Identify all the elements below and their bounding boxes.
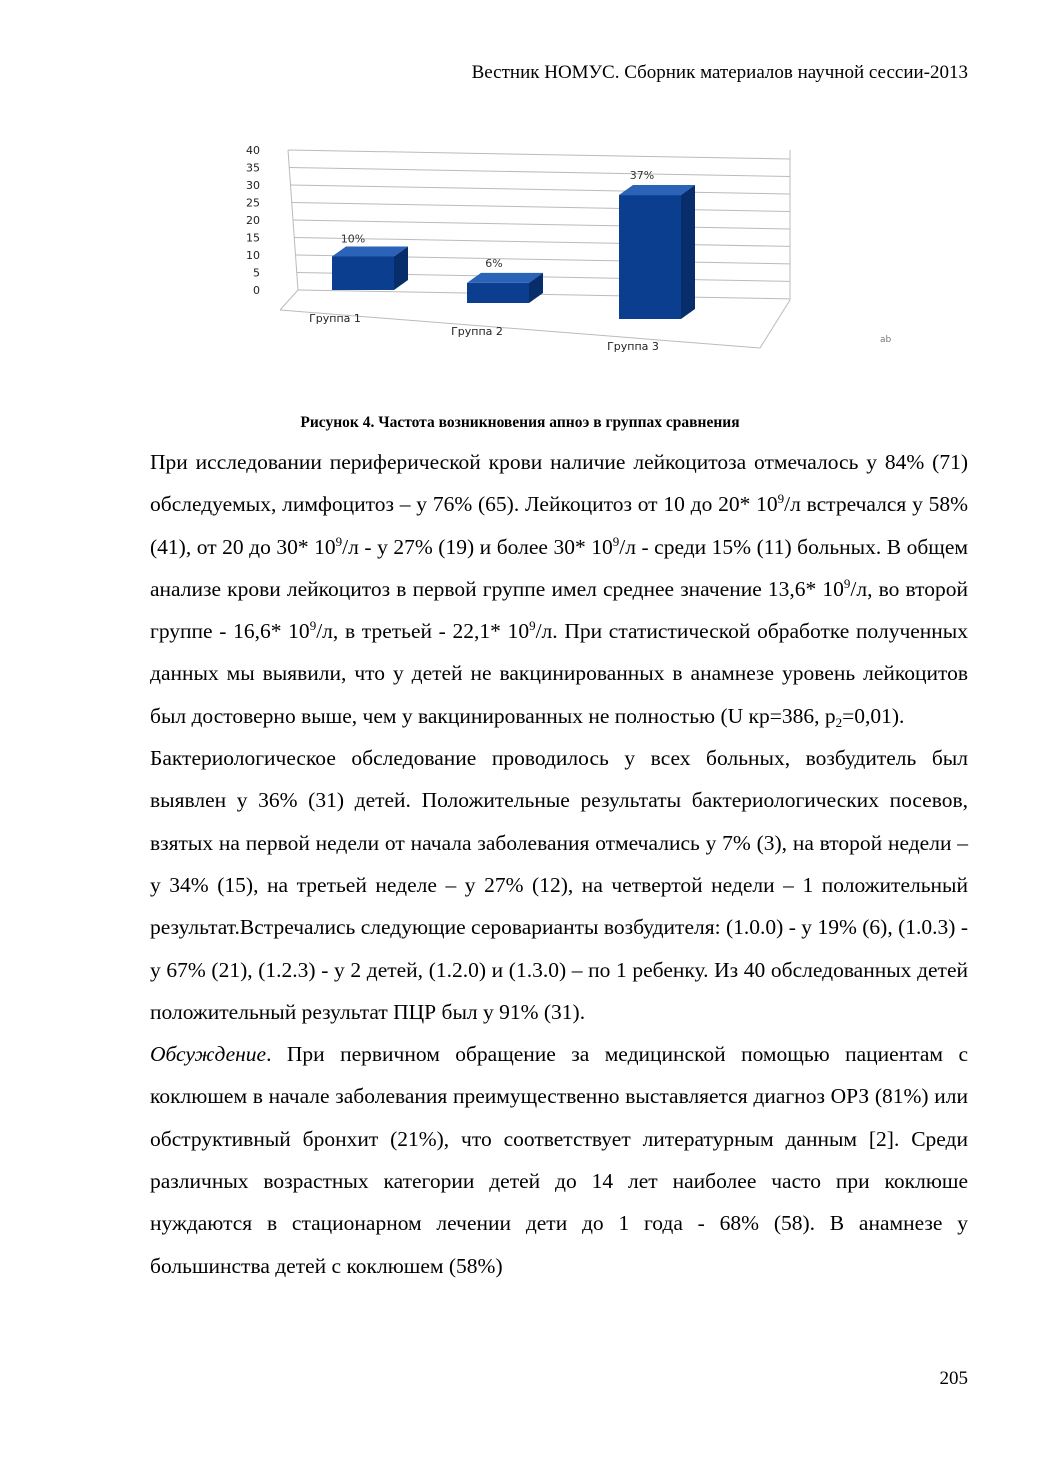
paragraph-bacteriology: Бактериологическое обследование проводилось у всех больных, возбудитель был выявлен у 36% (31) детей. Положительные результаты бактериологических посевов, взятых на первой недели от начала заболевания отмечались у 7% (3), на второй недели – у 34% (15), на третьей неделе – у 27% (12), на четвертой недели – 1 положительный результат.Встречались следующие серoварианты возбудителя: (1.0.0) - у 19% (6), (1.0.3) - у 67% (21), (1.2.3) - у 2 детей, (1.2.0) и (1.3.0) – по 1 ребенку. Из 40 обследованных детей положительный результат ПЦР был у 91% (31). [150, 746, 968, 1024]
y-tick-label: 10 [246, 249, 260, 262]
y-tick-label: 15 [246, 231, 260, 245]
stray-mark: ab [880, 335, 892, 345]
y-tick-label: 30 [246, 179, 260, 192]
bar-front [467, 283, 529, 303]
exponent: 9 [777, 491, 785, 507]
y-tick-label: 0 [253, 284, 260, 297]
gridline [292, 203, 790, 212]
text-segment: =0,01). [842, 703, 905, 728]
y-tick-label: 40 [246, 144, 260, 157]
exponent: 9 [843, 575, 851, 591]
y-tick-label: 5 [253, 266, 260, 280]
y-tick-label: 35 [246, 161, 260, 175]
data-label: 6% [485, 256, 503, 270]
bar-side [681, 185, 695, 319]
running-header: Вестник НОМУС. Сборник материалов научной сессии-2013 [471, 62, 968, 83]
apnea-bar-chart [240, 138, 900, 368]
y-tick-label: 20 [246, 214, 260, 227]
exponent: 9 [529, 618, 536, 634]
text-segment: При исследовании периферической крови наличие лейкоцитоза отмечалось у 84% (71) обследуемых, лимфоцитоз – у 76% (65). Лейкоцитоз от 10 до 20* 10 [150, 450, 968, 517]
text-segment: /л, во второй группе - 16,6* 10 [150, 576, 968, 644]
data-label: 37% [629, 169, 655, 183]
y-tick-label: 25 [246, 196, 260, 210]
text-segment: /л - среди 15% (11) больных. В общем анализе крови лейкоцитоз в первой группе имел среднее значение 13,6* 10 [150, 534, 968, 601]
figure-caption: Рисунок 4. Частота возникновения апноэ в группах сравнения [300, 414, 740, 431]
floor-edge [280, 290, 298, 310]
category-label: Группа 1 [309, 312, 361, 325]
article-body [150, 441, 968, 1287]
paragraph-discussion [150, 1033, 968, 1287]
discussion-label: Обсуждение [150, 1042, 267, 1067]
bar-front [332, 257, 394, 291]
category-label: Группа 3 [607, 340, 659, 353]
gridline [294, 238, 790, 247]
exponent: 9 [612, 533, 620, 549]
text-segment: /л. При статистической обработке полученных данных мы выявили, что у детей не вакцинированных в анамнезе уровень лейкоцитов был достоверно выше, чем у вакцинированных не полностью (U кр=386, p [150, 619, 969, 728]
paragraph-blood-analysis [150, 441, 968, 737]
category-label: Группа 2 [451, 325, 503, 338]
gridline [291, 185, 791, 194]
data-label: 10% [340, 232, 366, 246]
page-number: 205 [939, 1368, 968, 1389]
subscript: 2 [835, 714, 843, 730]
gridline [298, 290, 790, 299]
exponent: 9 [309, 618, 317, 634]
floor-edge [760, 300, 790, 348]
bar-front [619, 195, 681, 319]
text-segment: . При первичном обращение за медицинской помощью пациентам с коклюшем в начале заболевания преимущественно выставляется диагноз ОРЗ (81%) или обструктивный бронхит (21%), что соответствует литературным данным [2]. Среди различных возрастных категории детей до 14 лет наиболее часто при коклюше нуждаются в стационарном лечении дети до 1 года - 68% (58). В анамнезе у большинства детей с коклюшем (58%) [150, 1042, 968, 1278]
text-segment: /л - у 27% (19) и более 30* 10 [342, 534, 613, 559]
gridline [293, 220, 790, 229]
gridline [289, 168, 790, 177]
text-segment: /л, в третьей - 22,1* 10 [316, 619, 530, 644]
gridline [288, 150, 790, 159]
exponent: 9 [335, 533, 343, 549]
text-segment: /л встречался у 58% (41), от 20 до 30* 10 [150, 492, 969, 559]
chart-svg [240, 138, 900, 368]
